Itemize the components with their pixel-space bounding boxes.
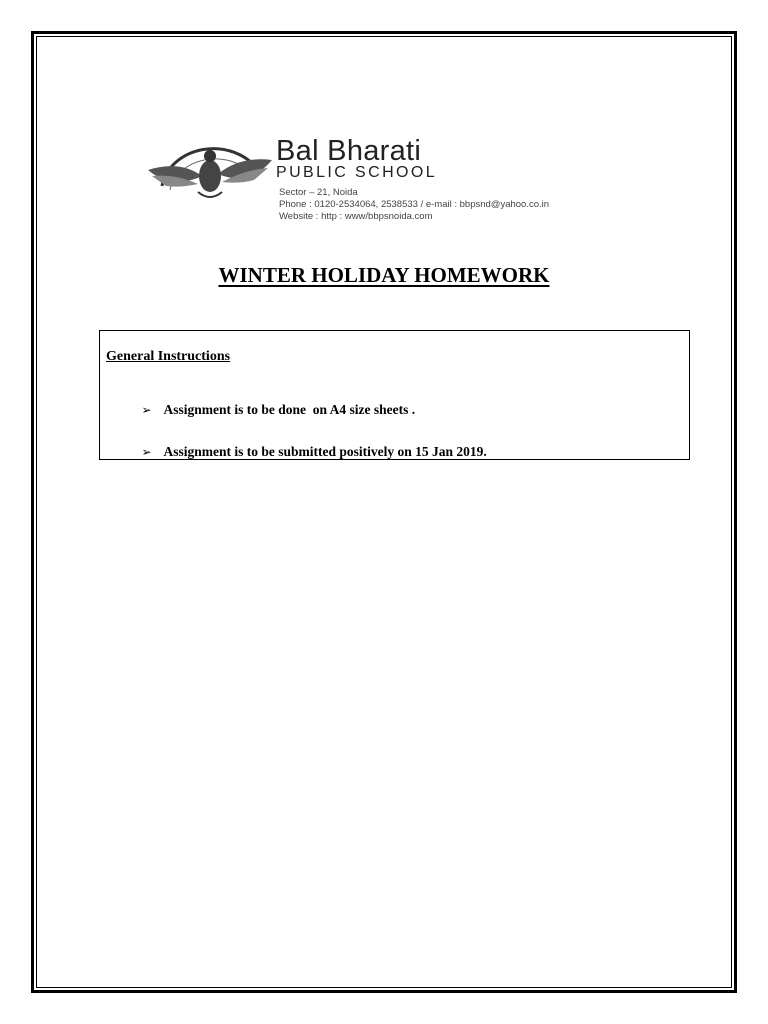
letterhead xyxy=(140,126,630,226)
instructions-box xyxy=(99,330,690,460)
winged-emblem-icon xyxy=(140,130,280,210)
document-title-text: WINTER HOLIDAY HOMEWORK xyxy=(218,263,550,287)
arrow-bullet-icon: ➢ xyxy=(141,445,152,459)
arrow-bullet-icon: ➢ xyxy=(141,403,152,417)
instruction-item xyxy=(128,386,415,434)
instruction-item xyxy=(128,428,487,476)
instruction-text: Assignment is to be done on A4 size sheets . xyxy=(163,402,416,417)
instruction-text: Assignment is to be submitted positively on 15 Jan 2019. xyxy=(163,444,487,459)
school-subtitle: PUBLIC SCHOOL xyxy=(276,164,438,181)
document-title xyxy=(0,262,768,288)
school-name: Bal Bharati xyxy=(276,135,422,167)
school-address: Sector – 21, Noida xyxy=(279,187,358,198)
school-website: Website : http : www/bbpsnoida.com xyxy=(279,211,433,222)
school-contact: Phone : 0120-2534064, 2538533 / e-mail : bbpsnd@yahoo.co.in xyxy=(279,199,550,210)
instructions-heading: General Instructions xyxy=(106,349,231,364)
